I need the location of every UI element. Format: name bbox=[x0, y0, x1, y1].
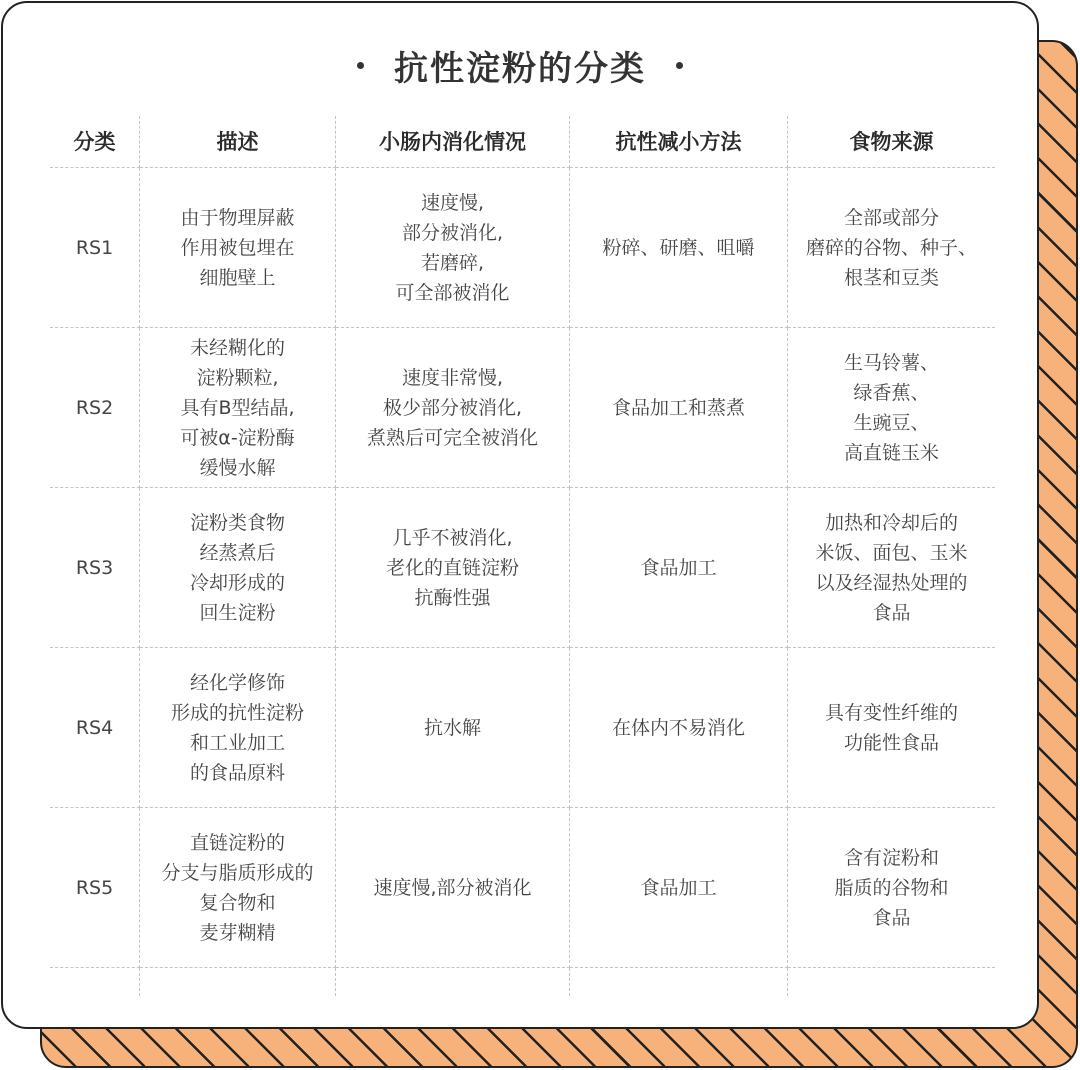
table-cell-reduction-method: 食品加工和蒸煮 bbox=[570, 328, 788, 488]
table-cell-digestion: 速度慢, 部分被消化, 若磨碎, 可全部被消化 bbox=[336, 168, 570, 328]
table-cell-description: 直链淀粉的 分支与脂质形成的 复合物和 麦芽糊精 bbox=[140, 808, 336, 968]
table-cell-description: 未经糊化的 淀粉颗粒, 具有B型结晶, 可被α-淀粉酶 缓慢水解 bbox=[140, 328, 336, 488]
table-cell-digestion: 速度慢,部分被消化 bbox=[336, 808, 570, 968]
bullet-dot-left bbox=[357, 62, 364, 69]
header-digestion: 小肠内消化情况 bbox=[336, 116, 570, 168]
table-cell-description: 由于物理屏蔽 作用被包埋在 细胞壁上 bbox=[140, 168, 336, 328]
table-cell-category: RS5 bbox=[50, 808, 140, 968]
table-cell-food-source: 全部或部分 磨碎的谷物、种子、 根茎和豆类 bbox=[788, 168, 995, 328]
title-row bbox=[3, 41, 1037, 89]
classification-table bbox=[50, 116, 995, 996]
table-cell-digestion: 几乎不被消化, 老化的直链淀粉 抗酶性强 bbox=[336, 488, 570, 648]
table-cell-food-source: 加热和冷却后的 米饭、面包、玉米 以及经湿热处理的 食品 bbox=[788, 488, 995, 648]
table-cell-food-source: 生马铃薯、 绿香蕉、 生豌豆、 高直链玉米 bbox=[788, 328, 995, 488]
table-cell-reduction-method: 食品加工 bbox=[570, 488, 788, 648]
table-tail-spacer bbox=[140, 968, 336, 996]
table-cell-category: RS4 bbox=[50, 648, 140, 808]
table-cell-reduction-method: 食品加工 bbox=[570, 808, 788, 968]
table-cell-category: RS2 bbox=[50, 328, 140, 488]
header-food-source: 食物来源 bbox=[788, 116, 995, 168]
header-reduction-method: 抗性减小方法 bbox=[570, 116, 788, 168]
header-category: 分类 bbox=[50, 116, 140, 168]
table-cell-food-source: 具有变性纤维的 功能性食品 bbox=[788, 648, 995, 808]
table-card bbox=[1, 1, 1039, 1029]
table-cell-category: RS1 bbox=[50, 168, 140, 328]
table-tail-spacer bbox=[336, 968, 570, 996]
page-title: 抗性淀粉的分类 bbox=[394, 48, 646, 89]
table-tail-spacer bbox=[50, 968, 140, 996]
table-cell-description: 淀粉类食物 经蒸煮后 冷却形成的 回生淀粉 bbox=[140, 488, 336, 648]
table-tail-spacer bbox=[570, 968, 788, 996]
table-cell-reduction-method: 在体内不易消化 bbox=[570, 648, 788, 808]
table-cell-category: RS3 bbox=[50, 488, 140, 648]
table-cell-description: 经化学修饰 形成的抗性淀粉 和工业加工 的食品原料 bbox=[140, 648, 336, 808]
table-tail-spacer bbox=[788, 968, 995, 996]
bullet-dot-right bbox=[676, 62, 683, 69]
table-cell-reduction-method: 粉碎、研磨、咀嚼 bbox=[570, 168, 788, 328]
table-cell-digestion: 抗水解 bbox=[336, 648, 570, 808]
table-cell-food-source: 含有淀粉和 脂质的谷物和 食品 bbox=[788, 808, 995, 968]
table-cell-digestion: 速度非常慢, 极少部分被消化, 煮熟后可完全被消化 bbox=[336, 328, 570, 488]
header-description: 描述 bbox=[140, 116, 336, 168]
